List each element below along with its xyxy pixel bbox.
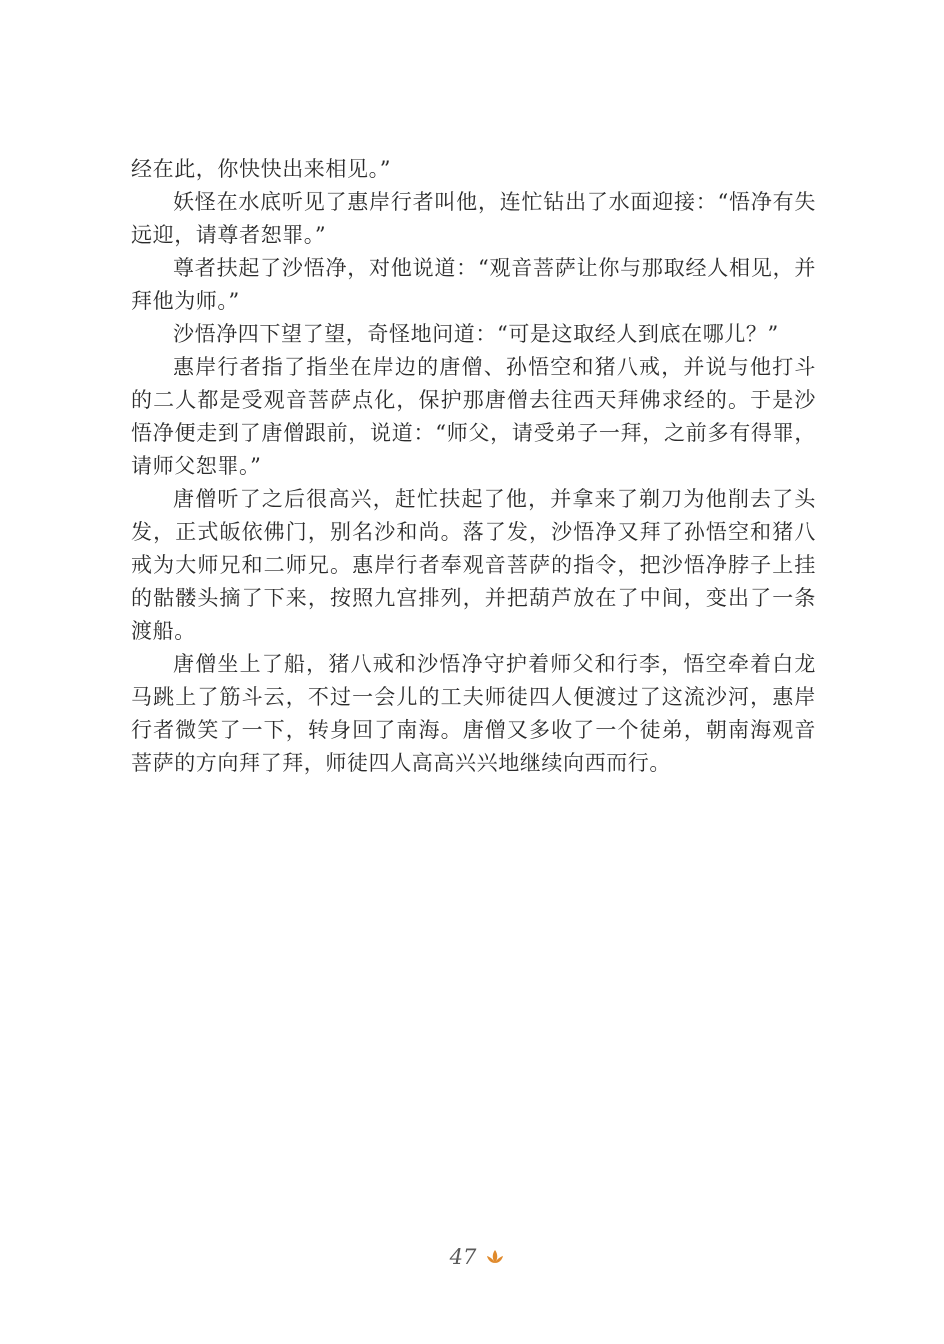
paragraph-6: 唐僧听了之后很高兴，赶忙扶起了他，并拿来了剃刀为他削去了头发，正式皈依佛门，别名沙和尚。落了发，沙悟净又拜了孙悟空和猪八戒为大师兄和二师兄。惠岸行者奉观音菩萨的指令，把沙悟净脖子上挂的骷髅头摘了下来，按照九宫排列，并把葫芦放在了中间，变出了一条渡船。 — [131, 487, 816, 643]
paragraph-7: 唐僧坐上了船，猪八戒和沙悟净守护着师父和行李，悟空牵着白龙马跳上了筋斗云，不过一会儿的工夫师徒四人便渡过了这流沙河，惠岸行者微笑了一下，转身回了南海。唐僧又多收了一个徒弟，朝南海观音菩萨的方向拜了拜，师徒四人高高兴兴地继续向西而行。 — [131, 652, 816, 775]
page-body — [131, 153, 816, 780]
paragraph-3: 尊者扶起了沙悟净，对他说道：“观音菩萨让你与那取经人相见，并拜他为师。” — [131, 256, 816, 313]
lotus-icon — [484, 1248, 506, 1266]
paragraph-5: 惠岸行者指了指坐在岸边的唐僧、孙悟空和猪八戒，并说与他打斗的二人都是受观音菩萨点化，保护那唐僧去往西天拜佛求经的。于是沙悟净便走到了唐僧跟前，说道：“师父，请受弟子一拜，之前多有得罪，请师父恕罪。” — [131, 355, 816, 478]
paragraph-2: 妖怪在水底听见了惠岸行者叫他，连忙钻出了水面迎接：“悟净有失远迎，请尊者恕罪。” — [131, 190, 816, 247]
paragraph-1: 经在此，你快快出来相见。” — [131, 157, 392, 181]
page-number: 47 — [449, 1245, 477, 1269]
page-footer — [0, 1242, 944, 1272]
paragraph-4: 沙悟净四下望了望，奇怪地问道：“可是这取经人到底在哪儿？” — [173, 322, 779, 346]
